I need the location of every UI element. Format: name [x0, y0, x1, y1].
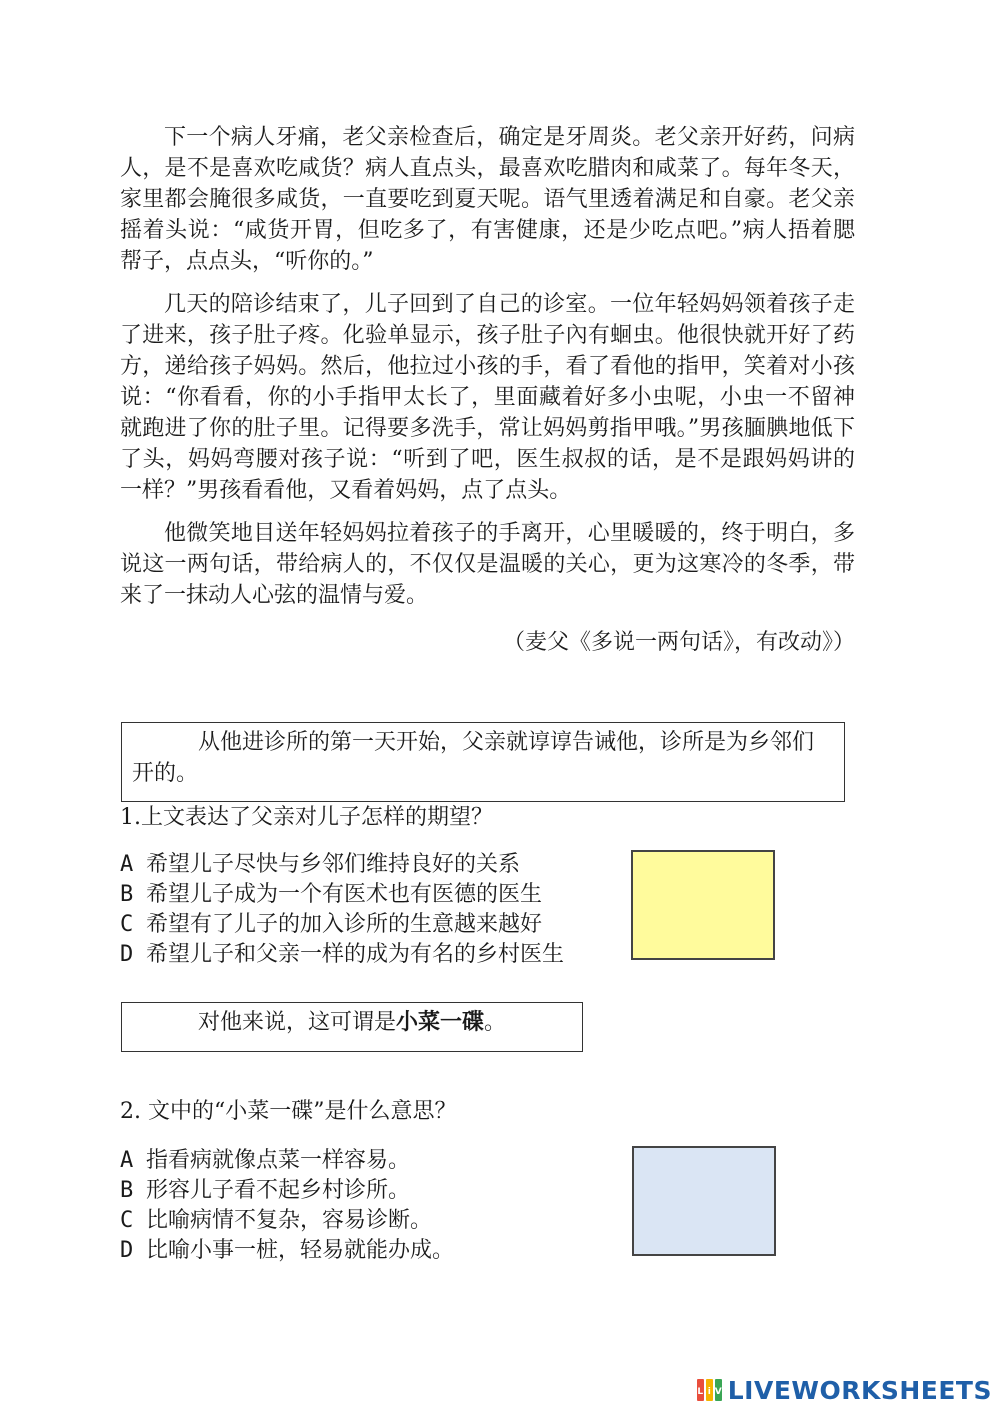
question1-option-c: C 希望有了儿子的加入诊所的生意越来越好 — [120, 912, 543, 937]
question2-option-a: A 指看病就像点菜一样容易。 — [120, 1148, 411, 1173]
question1-option-d: D 希望儿子和父亲一样的成为有名的乡村医生 — [120, 942, 565, 967]
question2-quote: 对他来说，这可谓是小菜一碟。 — [198, 1009, 507, 1035]
question2-quote-box — [121, 1002, 583, 1052]
svg-text:i: i — [707, 1387, 712, 1397]
passage-paragraph-2: 几天的陪诊结束了，儿子回到了自己的诊室。一位年轻妈妈领着孩子走了进来，孩子肚子疼。化验单显示，孩子肚子內有蛔虫。他很快就开好了药方，递给孩子妈妈。然后，他拉过小孩的手，看了看他的指甲，笑着对小孩说：“你看看，你的小手指甲太长了，里面藏着好多小虫呢，小虫一不留神就跑进了你的肚子里。记得要多洗手，常让妈妈剪指甲哦。”男孩腼腆地低下了头，妈妈弯腰对孩子说：“听到了吧，医生叔叔的话，是不是跟妈妈讲的一样？”男孩看看他，又看着妈妈，点了点头。 — [120, 292, 855, 503]
liveworksheets-brand-text: LIVEWORKSHEETS — [727, 1375, 992, 1405]
question1-quote: 从他进诊所的第一天开始，父亲就谆谆告诫他，诊所是为乡邻们开的。 — [132, 730, 815, 786]
question2-prompt: 2. 文中的“小菜一碟”是什么意思？ — [120, 1099, 457, 1124]
question1-prompt: 1.上文表达了父亲对儿子怎样的期望？ — [120, 805, 493, 830]
svg-text:V: V — [714, 1387, 722, 1397]
passage-paragraph-3: 他微笑地目送年轻妈妈拉着孩子的手离开，心里暖暖的，终于明白，多说这一两句话，带给病人的，不仅仅是温暖的关心，更为这寒冷的冬季，带来了一抹动人心弦的温情与爱。 — [120, 521, 855, 608]
passage-paragraph-1: 下一个病人牙痛，老父亲检查后，确定是牙周炎。老父亲开好药，问病人，是不是喜欢吃咸货？病人直点头，最喜欢吃腊肉和咸菜了。每年冬天，家里都会腌很多咸货，一直要吃到夏天呢。语气里透着满足和自豪。老父亲摇着头说：“咸货开胃，但吃多了，有害健康，还是少吃点吧。”病人捂着腮帮子，点点头，“听你的。” — [120, 125, 855, 274]
question1-answer-box[interactable] — [631, 850, 775, 960]
liveworksheets-logo-icon — [696, 1377, 724, 1403]
passage-citation: （麦父《多说一两句话》，有改动》） — [502, 630, 855, 655]
question2-options — [120, 1146, 454, 1266]
question2-answer-box[interactable] — [632, 1146, 776, 1256]
svg-text:L: L — [697, 1387, 704, 1397]
question2-option-b: B 形容儿子看不起乡村诊所。 — [120, 1178, 411, 1203]
question1-options — [120, 850, 564, 970]
question1-quote-box — [121, 722, 845, 802]
question1-option-a: A 希望儿子尽快与乡邻们维持良好的关系 — [120, 852, 521, 877]
question2-option-c: C 比喻病情不复杂，容易诊断。 — [120, 1208, 433, 1233]
liveworksheets-logo[interactable] — [696, 1375, 992, 1405]
question1-option-b: B 希望儿子成为一个有医术也有医德的医生 — [120, 882, 543, 907]
question2-option-d: D 比喻小事一桩，轻易就能办成。 — [120, 1238, 455, 1263]
